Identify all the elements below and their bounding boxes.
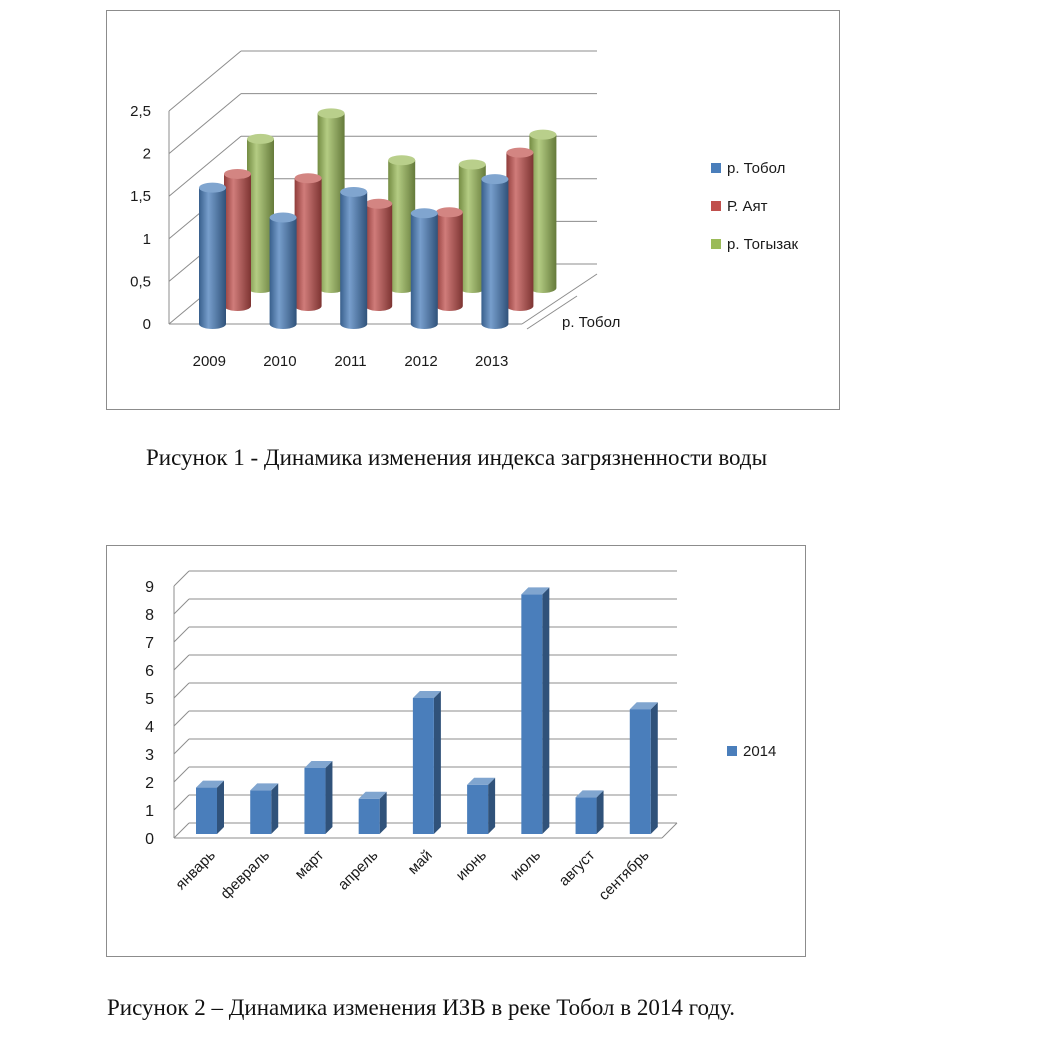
gridline-diagonal — [174, 655, 189, 670]
x-tick-label: 2010 — [263, 353, 297, 370]
bar-3 — [359, 792, 387, 834]
x-tick-label: август — [555, 846, 599, 890]
y-tick-label: 1,5 — [130, 188, 151, 206]
legend-label: 2014 — [743, 743, 777, 760]
bar-0-4 — [481, 174, 508, 329]
y-tick-label: 2 — [145, 775, 154, 792]
y-tick-label: 2 — [142, 145, 151, 163]
chart-2 — [106, 545, 806, 957]
x-tick-label: март — [291, 846, 328, 883]
legend-swatch — [711, 239, 721, 249]
bar-0-3 — [411, 208, 438, 329]
y-tick-label: 0 — [145, 831, 154, 848]
bar-1-4 — [506, 148, 533, 311]
gridline-diagonal — [174, 711, 189, 726]
gridline-diagonal — [174, 823, 189, 838]
y-tick-label: 3 — [145, 747, 154, 764]
x-tick-label: 2011 — [334, 353, 367, 370]
y-tick-label: 9 — [145, 579, 154, 596]
x-tick-label: апрель — [334, 846, 382, 894]
y-tick-label: 7 — [145, 635, 154, 652]
y-tick-label: 1 — [142, 230, 151, 248]
y-tick-label: 1 — [145, 803, 154, 820]
y-tick-label: 4 — [145, 719, 154, 736]
bar-4 — [413, 691, 441, 834]
y-tick-label: 8 — [145, 607, 154, 624]
legend-swatch — [711, 163, 721, 173]
gridline-diagonal — [174, 683, 189, 698]
gridline-diagonal — [174, 599, 189, 614]
bar-0-2 — [340, 187, 367, 329]
y-tick-label: 2,5 — [130, 103, 151, 120]
legend-label: Р. Аят — [727, 198, 768, 215]
gridline-diagonal — [174, 795, 189, 810]
bar-0-0 — [199, 183, 226, 329]
bar-1 — [250, 783, 278, 834]
bar-0-1 — [270, 213, 297, 330]
legend-swatch — [727, 746, 737, 756]
x-tick-label: февраль — [217, 846, 274, 903]
x-tick-label: 2009 — [192, 353, 226, 370]
legend-label: р. Тобол — [727, 160, 786, 177]
bar-2-4 — [529, 130, 556, 293]
y-tick-label: 6 — [145, 663, 154, 680]
x-tick-label: сентябрь — [595, 846, 653, 904]
bar-0 — [196, 781, 224, 834]
gridline-diagonal — [174, 739, 189, 754]
depth-axis-label: р. Тобол — [562, 314, 621, 331]
chart-2-svg — [107, 546, 807, 958]
bar-5 — [467, 778, 495, 834]
bar-1-3 — [436, 207, 463, 311]
legend-label: р. Тогызак — [727, 236, 799, 253]
chart-1 — [106, 10, 840, 410]
y-tick-label: 0,5 — [130, 273, 151, 291]
bar-1-0 — [224, 169, 251, 311]
gridline-diagonal — [174, 571, 189, 586]
y-tick-label: 5 — [145, 691, 154, 708]
chart-1-svg — [107, 11, 841, 411]
x-tick-label: июнь — [452, 846, 490, 885]
x-tick-label: 2013 — [475, 353, 509, 370]
x-tick-label: январь — [172, 846, 219, 894]
x-tick-label: 2012 — [404, 353, 438, 370]
floor-edge — [662, 823, 677, 838]
bar-8 — [630, 702, 658, 834]
gridline-diagonal — [174, 627, 189, 642]
y-tick-label: 0 — [142, 316, 151, 333]
legend-swatch — [711, 201, 721, 211]
x-tick-label: май — [404, 846, 436, 878]
bar-1-2 — [365, 199, 392, 311]
gridline-diagonal — [174, 767, 189, 782]
bar-2 — [304, 761, 332, 834]
figure-1-caption: Рисунок 1 - Динамика изменения индекса загрязненности воды — [146, 445, 768, 470]
bar-6 — [521, 587, 549, 834]
x-tick-label: июль — [506, 846, 545, 885]
bar-7 — [576, 790, 604, 834]
figure-2-caption: Рисунок 2 – Динамика изменения ИЗВ в реке Тобол в 2014 году. — [107, 995, 735, 1020]
bar-1-1 — [295, 173, 322, 311]
